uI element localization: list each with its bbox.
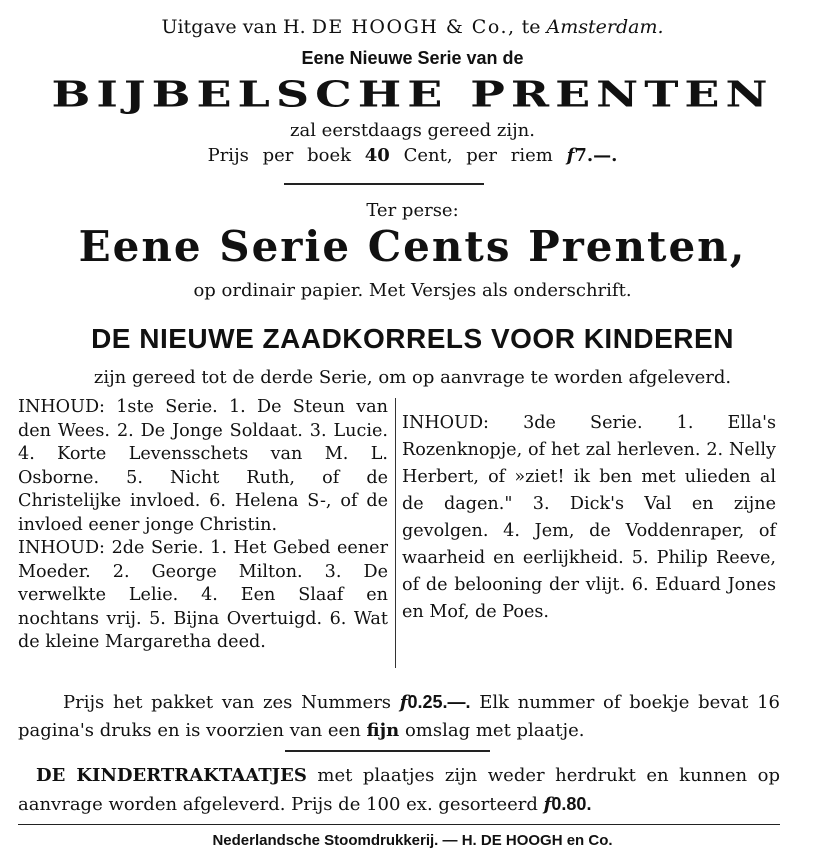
packet-part1: Prijs het pakket van zes Nummers xyxy=(63,692,392,713)
florin-sign: f xyxy=(566,145,575,166)
packet-part3: omslag met plaatje. xyxy=(404,720,585,741)
zaadkorrels-subtitle: zijn gereed tot de derde Serie, om op aanvrage te worden afgeleverd. xyxy=(93,367,732,388)
packet-amount: 0.25.—. xyxy=(407,692,471,712)
kinder-amount: 0.80. xyxy=(551,794,592,814)
price-value: 40 xyxy=(364,145,390,166)
price-part1: Prijs per boek xyxy=(207,145,352,166)
zaadkorrels-title: DE NIEUWE ZAADKORRELS VOOR KINDEREN xyxy=(91,323,734,354)
series-1-contents: INHOUD: 1ste Serie. 1. De Steun van den Wees. 2. De Jonge Soldaat. 3. Lucie. 4. Korte Levensschets van M. L. Osborne. 5. Nicht Ruth, of de Christelijke invloed. 6. Helena S-, of de invloed eener jonge Christin. xyxy=(18,397,388,535)
main-title: BIJBELSCHE PRENTEN xyxy=(51,72,774,115)
left-column xyxy=(18,396,388,655)
kindertraktaatjes-title: DE KINDERTRAKTAATJES xyxy=(36,765,307,786)
series-intro: Eene Nieuwe Serie van de xyxy=(301,48,524,68)
kindertraktaatjes-paragraph xyxy=(18,762,780,819)
series-3-contents: INHOUD: 3de Serie. 1. Ella's Rozenknopje, of het zal herleven. 2. Nelly Herbert, of »ziet! ik ben met ulieden al de dagen." 3. Dick's Val en zijne gevolgen. 4. Jem, de Voddenraper, of waarheid en eerlijkheid. 5. Philip Reeve, of de belooning der vlijt. 6. Eduard Jones en Mof, de Poes. xyxy=(402,413,776,622)
footer-rule xyxy=(18,824,780,825)
series-2-contents: INHOUD: 2de Serie. 1. Het Gebed eener Moeder. 2. George Milton. 3. De verwelkte Lelie. 4. Een Slaaf en nochtans vrij. 5. Bijna Overtuigd. 6. Wat de kleine Margaretha deed. xyxy=(18,538,388,652)
divider-rule-2 xyxy=(285,750,490,752)
price-line xyxy=(0,145,825,166)
price-part2: Cent, per riem xyxy=(403,145,553,166)
press-label: Ter perse: xyxy=(366,200,459,221)
publisher-line xyxy=(0,16,825,38)
price-value-2: 7.—. xyxy=(574,145,618,166)
publisher-city: Amsterdam. xyxy=(546,16,664,38)
packet-paragraph xyxy=(18,688,780,745)
ready-text: zal eerstdaags gereed zijn. xyxy=(289,120,535,141)
packet-florin-sign: f xyxy=(399,692,408,713)
right-column xyxy=(402,410,776,626)
footer-imprint: Nederlandsche Stoomdrukkerij. — H. DE HOOGH en Co. xyxy=(212,832,613,849)
packet-fijn: fijn xyxy=(366,720,400,741)
publisher-te: te xyxy=(521,16,541,38)
kinder-florin-sign: f xyxy=(543,794,552,815)
paper-text: op ordinair papier. Met Versjes als onderschrift. xyxy=(193,280,632,301)
kinder-part1: met plaatjes zijn weder herdrukt en kunnen op aanvrage worden afgeleverd. Prijs de 100 ex. gesorteerd xyxy=(18,765,780,815)
column-separator xyxy=(395,398,396,668)
publisher-firm: DE HOOGH & Co., xyxy=(311,16,516,38)
divider-rule-1 xyxy=(284,183,484,185)
packet-part2: Elk nummer of boekje bevat 16 pagina's druks en is voorzien van een xyxy=(18,692,780,741)
cents-title: Eene Serie Cents Prenten, xyxy=(78,222,747,271)
publisher-prefix: Uitgave van H. xyxy=(161,16,306,38)
